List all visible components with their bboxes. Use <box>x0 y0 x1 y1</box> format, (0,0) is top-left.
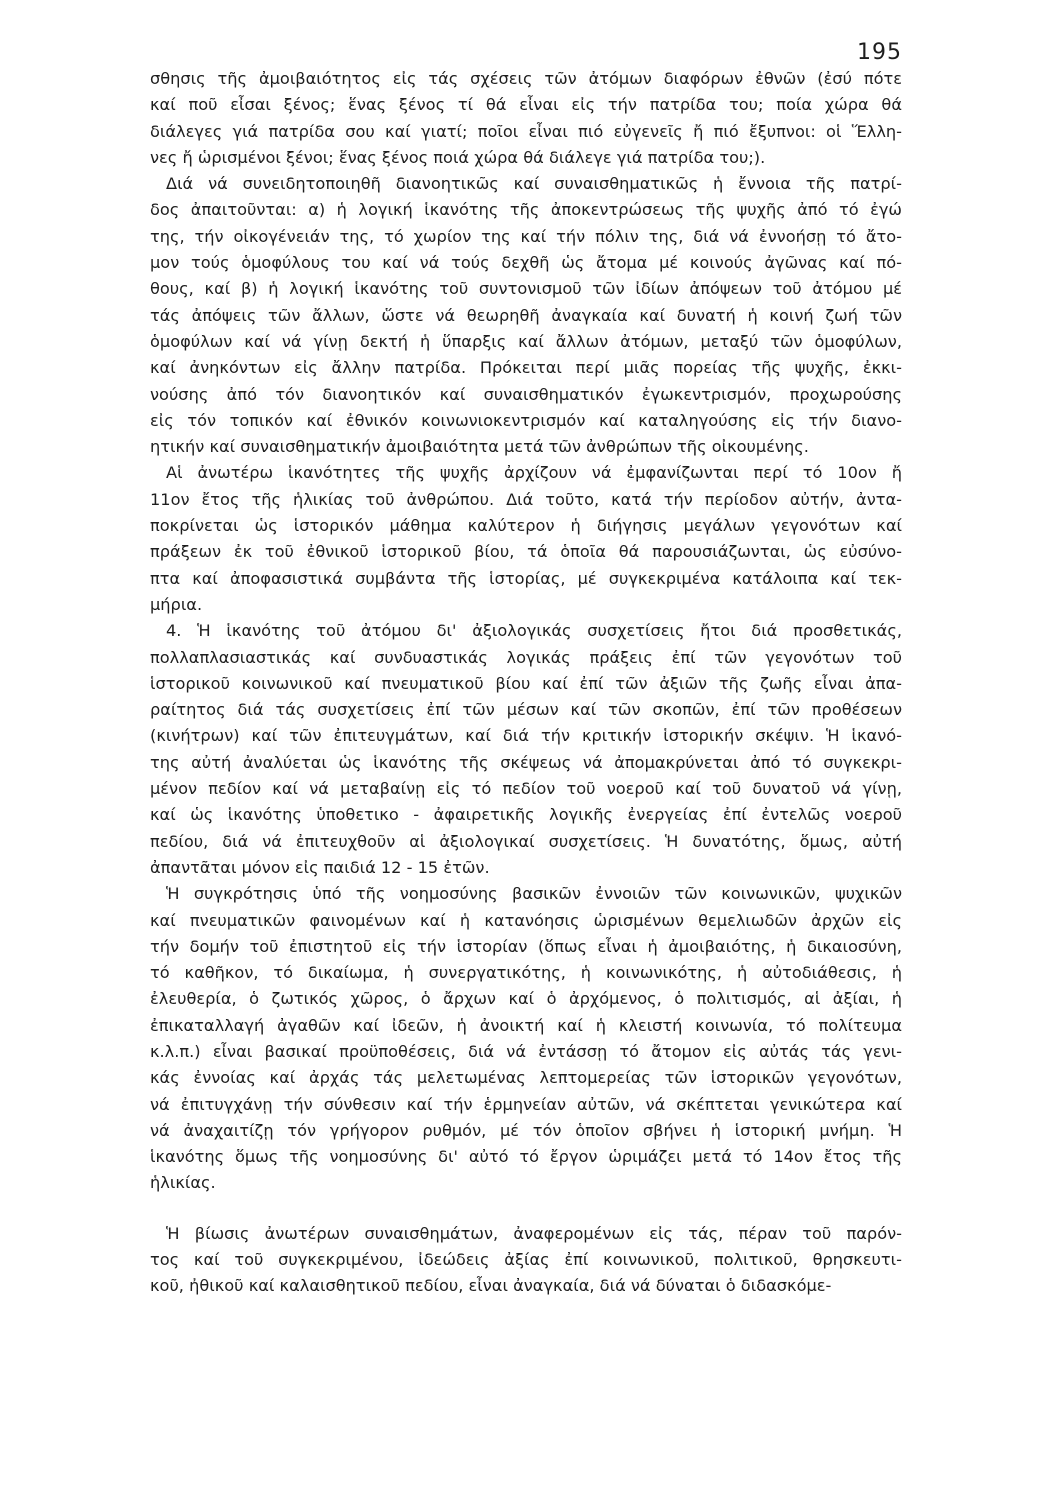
text-line: κοῦ, ἠθικοῦ καί καλαισθητικοῦ πεδίου, εἶναι ἀναγκαία, διά νά δύναται ὁ διδασκόμε- <box>150 1276 832 1296</box>
text-line: μον τούς ὁμοφύλους του καί νά τούς δεχθῆ ὡς ἄτομα μέ κοινούς ἀγῶνας καί πό- <box>150 253 902 273</box>
text-line: της αὐτή ἀναλύεται ὡς ἱκανότης τῆς σκέψεως νά ἀπομακρύνεται ἀπό τό συγκεκρι- <box>150 752 902 772</box>
text-line: Διά νά συνειδητοποιηθῆ διανοητικῶς καί συναισθηματικῶς ἡ ἔννοια τῆς πατρί- <box>166 174 902 194</box>
text-line: σθησις τῆς ἀμοιβαιότητος εἰς τάς σχέσεις τῶν ἀτόμων διαφόρων ἐθνῶν (ἐσύ πότε <box>150 69 902 88</box>
body-text <box>150 66 902 1300</box>
text-line: εἰς τόν τοπικόν καί ἐθνικόν κοινωνιοκεντρισμόν καί καταληγούσης εἰς τήν διανο- <box>150 410 902 430</box>
text-line: μένον πεδίον καί νά μεταβαίνῃ εἰς τό πεδίον τοῦ νοεροῦ καί τοῦ δυνατοῦ νά γίνῃ, <box>150 779 902 799</box>
paragraph <box>150 66 902 171</box>
paragraph <box>150 618 902 881</box>
paragraph-gap <box>150 1197 902 1221</box>
text-line: νά ἀναχαιτίζῃ τόν γρήγορον ρυθμόν, μέ τόν ὁποῖον σβήνει ἡ ἱστορική μνήμη. Ἡ <box>150 1120 902 1140</box>
text-line: ραίτητος διά τάς συσχετίσεις ἐπί τῶν μέσων καί τῶν σκοπῶν, ἐπί τῶν προθέσεων <box>150 700 902 720</box>
page-number: 195 <box>857 40 902 65</box>
text-line: καί ὡς ἱκανότης ὑποθετικο - ἀφαιρετικῆς λογικῆς ἐνεργείας ἐπί ἐντελῶς νοεροῦ <box>150 805 902 825</box>
text-line: ἱκανότης ὅμως τῆς νοημοσύνης δι' αὐτό τό ἔργον ὡριμάζει μετά τό 14ον ἔτος τῆς <box>150 1147 902 1167</box>
text-line: πράξεων ἐκ τοῦ ἐθνικοῦ ἱστορικοῦ βίου, τά ὁποῖα θά παρουσιάζωνται, ὡς εὐσύνο- <box>150 542 902 562</box>
text-line: Αἱ ἀνωτέρω ἱκανότητες τῆς ψυχῆς ἀρχίζουν νά ἐμφανίζωνται περί τό 10ον ἤ <box>166 463 902 483</box>
paragraph <box>150 881 902 1197</box>
paragraph <box>150 460 902 618</box>
text-line: Ἡ βίωσις ἀνωτέρων συναισθημάτων, ἀναφερομένων εἰς τάς, πέραν τοῦ παρόν- <box>166 1223 902 1243</box>
text-line: θους, καί β) ἡ λογική ἱκανότης τοῦ συντονισμοῦ τῶν ἰδίων ἀπόψεων τοῦ ἀτόμου μέ <box>150 279 902 299</box>
text-line: νά ἐπιτυγχάνῃ τήν σύνθεσιν καί τήν ἑρμηνείαν αὐτῶν, νά σκέπτεται γενικώτερα καί <box>150 1094 902 1114</box>
text-line: ητικήν καί συναισθηματικήν ἀμοιβαιότητα μετά τῶν ἀνθρώπων τῆς οἰκουμένης. <box>150 437 809 457</box>
text-line: κάς ἐννοίας καί ἀρχάς τάς μελετωμένας λεπτομερείας τῶν ἱστορικῶν γεγονότων, <box>150 1068 902 1088</box>
text-line: καί ποῦ εἶσαι ξένος; ἕνας ξένος τί θά εἶναι εἰς τήν πατρίδα του; ποία χώρα θά <box>150 95 902 115</box>
text-line: ἡλικίας. <box>150 1173 216 1193</box>
text-line: νες ἤ ὡρισμένοι ξένοι; ἕνας ξένος ποιά χώρα θά διάλεγε γιά πατρίδα του;). <box>150 147 766 167</box>
text-line: τήν δομήν τοῦ ἐπιστητοῦ εἰς τήν ἱστορίαν (ὅπως εἶναι ἡ ἀμοιβαιότης, ἡ δικαιοσύνη, <box>150 936 902 956</box>
text-line: τος καί τοῦ συγκεκριμένου, ἰδεώδεις ἀξίας ἐπί κοινωνικοῦ, πολιτικοῦ, θρησκευτι- <box>150 1250 902 1270</box>
text-line: πτα καί ἀποφασιστικά συμβάντα τῆς ἱστορίας, μέ συγκεκριμένα κατάλοιπα καί τεκ- <box>150 568 902 588</box>
text-line: 4. Ἡ ἱκανότης τοῦ ἀτόμου δι' ἀξιολογικάς συσχετίσεις ἤτοι διά προσθετικάς, <box>166 621 902 641</box>
text-line: ποκρίνεται ὡς ἱστορικόν μάθημα καλύτερον ἡ διήγησις μεγάλων γεγονότων καί <box>150 516 902 536</box>
text-line: ἀπαντᾶται μόνον εἰς παιδιά 12 - 15 ἐτῶν. <box>150 857 490 877</box>
text-line: πολλαπλασιαστικάς καί συνδυαστικάς λογικάς πράξεις ἐπί τῶν γεγονότων τοῦ <box>150 647 902 667</box>
text-line: καί ἀνηκόντων εἰς ἄλλην πατρίδα. Πρόκειται περί μιᾶς πορείας τῆς ψυχῆς, ἐκκι- <box>150 358 902 378</box>
text-line: τό καθῆκον, τό δικαίωμα, ἡ συνεργατικότης, ἡ κοινωνικότης, ἡ αὐτοδιάθεσις, ἡ <box>150 963 902 983</box>
text-line: κ.λ.π.) εἶναι βασικαί προϋποθέσεις, διά νά ἐντάσσῃ τό ἄτομον εἰς αὐτάς τάς γενι- <box>150 1041 902 1061</box>
text-line: δος ἀπαιτοῦνται: α) ἡ λογική ἱκανότης τῆς ἀποκεντρώσεως τῆς ψυχῆς ἀπό τό ἐγώ <box>150 200 902 220</box>
text-line: Ἡ συγκρότησις ὑπό τῆς νοημοσύνης βασικῶν ἐννοιῶν τῶν κοινωνικῶν, ψυχικῶν <box>166 884 902 904</box>
text-line: (κινήτρων) καί τῶν ἐπιτευγμάτων, καί διά τήν κριτικήν ἱστορικήν σκέψιν. Ἡ ἱκανό- <box>150 726 902 746</box>
text-line: καί πνευματικῶν φαινομένων καί ἡ κατανόησις ὡρισμένων θεμελιωδῶν ἀρχῶν εἰς <box>150 910 902 930</box>
text-line: πεδίου, διά νά ἐπιτευχθοῦν αἱ ἀξιολογικαί συσχετίσεις. Ἡ δυνατότης, ὅμως, αὐτή <box>150 831 902 851</box>
text-line: ἱστορικοῦ κοινωνικοῦ καί πνευματικοῦ βίου καί ἐπί τῶν ἀξιῶν τῆς ζωῆς εἶναι ἀπα- <box>150 673 902 693</box>
paragraph <box>150 171 902 460</box>
text-line: ἐπικαταλλαγή ἀγαθῶν καί ἰδεῶν, ἡ ἀνοικτή καί ἡ κλειστή κοινωνία, τό πολίτευμα <box>150 1015 902 1035</box>
paragraph <box>150 1221 902 1300</box>
text-line: μήρια. <box>150 594 203 614</box>
text-line: νούσης ἀπό τόν διανοητικόν καί συναισθηματικόν ἐγωκεντρισμόν, προχωρούσης <box>150 384 902 404</box>
text-line: τάς ἀπόψεις τῶν ἄλλων, ὥστε νά θεωρηθῆ ἀναγκαία καί δυνατή ἡ κοινή ζωή τῶν <box>150 305 902 325</box>
text-line: της, τήν οἰκογένειάν της, τό χωρίον της καί τήν πόλιν της, διά νά ἐννοήσῃ τό ἄτο- <box>150 226 902 246</box>
text-line: διάλεγες γιά πατρίδα σου καί γιατί; ποῖοι εἶναι πιό εὐγενεῖς ἤ πιό ἔξυπνοι: οἱ Ἕλλη- <box>150 121 902 141</box>
text-line: ὁμοφύλων καί νά γίνῃ δεκτή ἡ ὕπαρξις καί ἄλλων ἀτόμων, μεταξύ τῶν ὁμοφύλων, <box>150 331 902 351</box>
text-line: 11ον ἔτος τῆς ἡλικίας τοῦ ἀνθρώπου. Διά τοῦτο, κατά τήν περίοδον αὐτήν, ἀντα- <box>150 489 902 509</box>
text-line: ἐλευθερία, ὁ ζωτικός χῶρος, ὁ ἄρχων καί ὁ ἀρχόμενος, ὁ πολιτισμός, αἱ ἀξίαι, ἡ <box>150 989 902 1009</box>
